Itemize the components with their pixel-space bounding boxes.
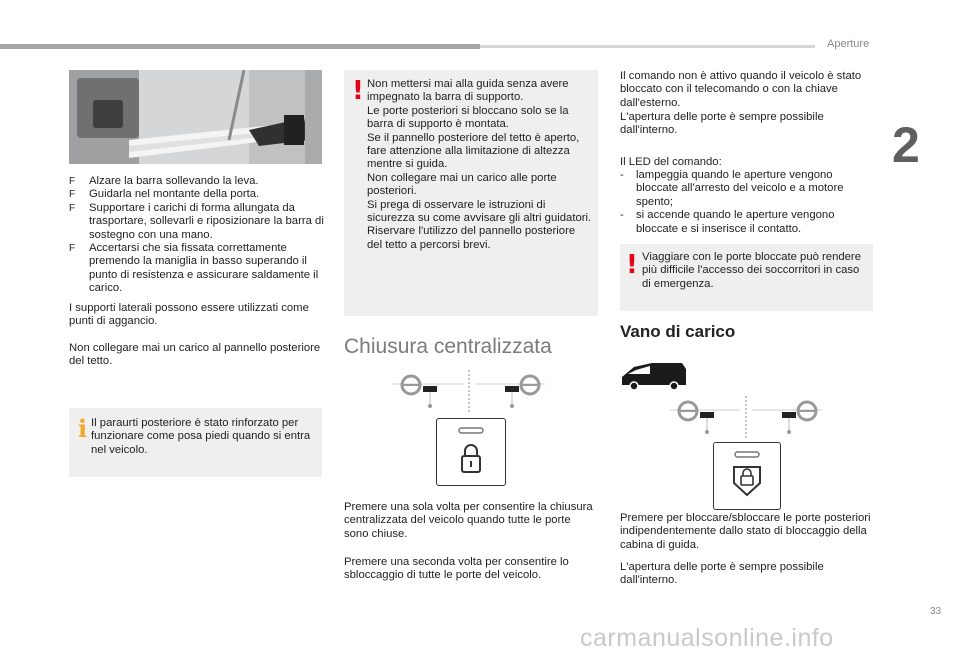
watermark: carmanualsonline.info	[580, 624, 834, 652]
side-supports-text: I supporti laterali possono essere utilizzati come punti di aggancio.	[69, 302, 309, 328]
list-item: F Alzare la barra sollevando la leva.	[69, 175, 327, 188]
warning-icon: !	[626, 250, 638, 280]
roof-note-text: Non collegare mai un carico al pannello posteriore del tetto.	[69, 342, 321, 368]
command-inactive-text: Il comando non è attivo quando il veicolo è stato bloccato con il telecomando o con la chiave dall'esterno.	[620, 70, 862, 109]
dashboard-illustration	[393, 370, 545, 412]
header-bar	[0, 44, 480, 49]
warning-line: Se il pannello posteriore del tetto è aperto, fare attenzione alla limitazione di altezza mentre si guida.	[367, 131, 580, 171]
warning-line: Non collegare mai un carico alle porte posteriori.	[367, 171, 557, 198]
emergency-warning-text: Viaggiare con le porte bloccate può rendere più difficile l'accesso dei soccorritori in caso di emergenza.	[642, 251, 861, 290]
cargo-area-heading: Vano di carico	[620, 322, 736, 341]
led-intro-text: Il LED del comando:	[620, 156, 722, 168]
header-bar-thin	[480, 45, 815, 48]
led-list	[620, 169, 874, 236]
list-item: F Supportare i carichi di forma allungata da trasportare, sollevarli e riposizionare la barra di sostegno con una mano.	[69, 202, 327, 242]
central-lock-button[interactable]	[436, 418, 506, 486]
cargo-lock-para1: Premere per bloccare/sbloccare le porte posteriori indipendentemente dallo stato di bloccaggio della cabina di guida.	[620, 512, 871, 551]
warning-box-text	[367, 78, 593, 252]
cargo-lock-para2: L'apertura delle porte è sempre possibile dall'interno.	[620, 561, 824, 587]
central-lock-para2: Premere una seconda volta per consentire lo sbloccaggio di tutte le porte del veicolo.	[344, 556, 569, 582]
instruction-list	[69, 175, 327, 296]
list-item: - lampeggia quando le aperture vengono bloccate all'arresto del veicolo e a motore spento;	[620, 169, 874, 209]
list-item: F Guidarla nel montante della porta.	[69, 188, 327, 201]
emergency-warning-box	[620, 244, 873, 311]
cargo-lock-button[interactable]	[713, 442, 781, 510]
warning-box	[344, 70, 598, 316]
list-item: - si accende quando le aperture vengono bloccate e si inserisce il contatto.	[620, 209, 874, 236]
central-lock-para1: Premere una sola volta per consentire la chiusura centralizzata del veicolo quando tutte le porte sono chiuse.	[344, 501, 593, 540]
support-bar-illustration	[69, 70, 322, 164]
info-box-text: Il paraurti posteriore è stato rinforzato per funzionare come posa piedi quando si entra nel veicolo.	[91, 417, 311, 456]
list-item: F Accertarsi che sia fissata correttamente premendo la maniglia in basso superando il punto di resistenza e assicurare saldamente il carico.	[69, 242, 327, 296]
info-icon: i	[78, 414, 88, 443]
page-number: 33	[930, 606, 942, 617]
central-locking-heading: Chiusura centralizzata	[344, 335, 552, 358]
dashboard-illustration-cargo	[670, 396, 822, 438]
lock-icon	[437, 419, 505, 485]
info-box	[69, 408, 322, 477]
doors-open-text: L'apertura delle porte è sempre possibile dall'interno.	[620, 111, 824, 137]
warning-line: Non mettersi mai alla guida senza avere impegnato la barra di supporto.	[367, 78, 569, 104]
cargo-lock-icon	[714, 443, 780, 509]
warning-line: Riservare l'utilizzo del pannello posteriore del tetto a percorsi brevi.	[367, 225, 576, 251]
warning-line: Le porte posteriori si bloccano solo se la barra di supporto è montata.	[367, 104, 569, 131]
warning-icon: !	[352, 76, 364, 106]
van-icon	[620, 361, 688, 391]
warning-line: Si prega di osservare le istruzioni di sicurezza su come avvisare gli altri guidatori.	[367, 198, 592, 225]
chapter-number: 2	[892, 117, 920, 173]
section-title: Aperture	[827, 38, 870, 50]
